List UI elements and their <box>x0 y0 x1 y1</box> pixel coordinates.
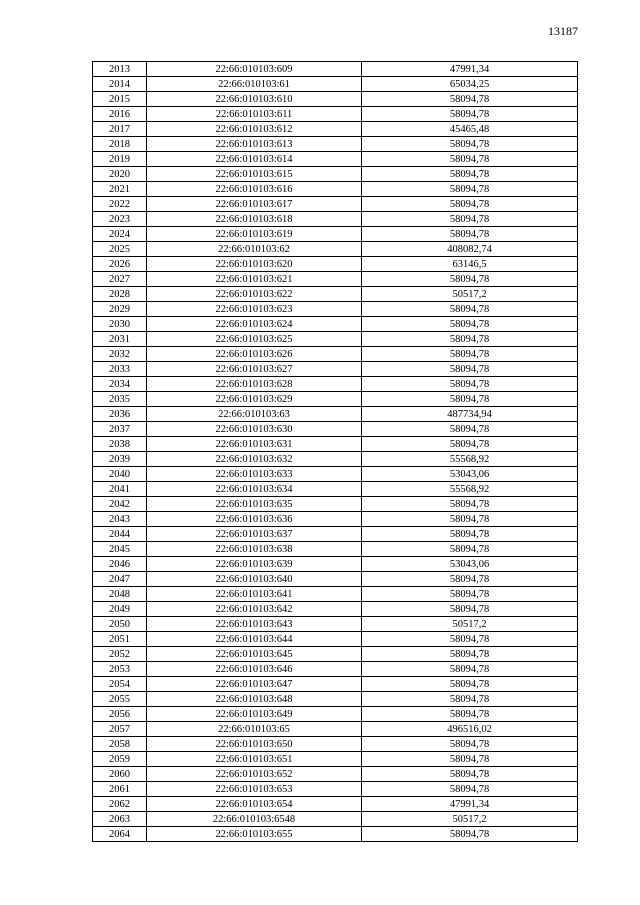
table-row <box>93 767 578 782</box>
cadastral-number-cell: 22:66:010103:629 <box>147 392 362 407</box>
row-number-cell: 2034 <box>93 377 147 392</box>
table-row <box>93 212 578 227</box>
table-row <box>93 407 578 422</box>
cadastral-number-cell: 22:66:010103:611 <box>147 107 362 122</box>
value-cell: 50517,2 <box>362 287 578 302</box>
row-number-cell: 2061 <box>93 782 147 797</box>
value-cell: 63146,5 <box>362 257 578 272</box>
value-cell: 58094,78 <box>362 692 578 707</box>
cadastral-number-cell: 22:66:010103:655 <box>147 827 362 842</box>
cadastral-number-cell: 22:66:010103:626 <box>147 347 362 362</box>
table-row <box>93 587 578 602</box>
cadastral-number-cell: 22:66:010103:627 <box>147 362 362 377</box>
cadastral-number-cell: 22:66:010103:624 <box>147 317 362 332</box>
cadastral-number-cell: 22:66:010103:638 <box>147 542 362 557</box>
value-cell: 58094,78 <box>362 392 578 407</box>
value-cell: 58094,78 <box>362 707 578 722</box>
table-row <box>93 617 578 632</box>
table-row <box>93 737 578 752</box>
cadastral-number-cell: 22:66:010103:649 <box>147 707 362 722</box>
row-number-cell: 2045 <box>93 542 147 557</box>
row-number-cell: 2044 <box>93 527 147 542</box>
table-row <box>93 152 578 167</box>
row-number-cell: 2020 <box>93 167 147 182</box>
table-row <box>93 557 578 572</box>
row-number-cell: 2051 <box>93 632 147 647</box>
table-row <box>93 182 578 197</box>
cadastral-number-cell: 22:66:010103:63 <box>147 407 362 422</box>
value-cell: 58094,78 <box>362 212 578 227</box>
table-row <box>93 722 578 737</box>
row-number-cell: 2060 <box>93 767 147 782</box>
table-row <box>93 392 578 407</box>
table-body <box>93 62 578 842</box>
value-cell: 58094,78 <box>362 632 578 647</box>
table-row <box>93 827 578 842</box>
cadastral-number-cell: 22:66:010103:62 <box>147 242 362 257</box>
row-number-cell: 2017 <box>93 122 147 137</box>
cadastral-number-cell: 22:66:010103:654 <box>147 797 362 812</box>
cadastral-number-cell: 22:66:010103:635 <box>147 497 362 512</box>
table-row <box>93 527 578 542</box>
row-number-cell: 2031 <box>93 332 147 347</box>
value-cell: 50517,2 <box>362 617 578 632</box>
table-row <box>93 467 578 482</box>
cadastral-number-cell: 22:66:010103:61 <box>147 77 362 92</box>
table-row <box>93 812 578 827</box>
row-number-cell: 2046 <box>93 557 147 572</box>
value-cell: 58094,78 <box>362 737 578 752</box>
cadastral-number-cell: 22:66:010103:617 <box>147 197 362 212</box>
value-cell: 58094,78 <box>362 677 578 692</box>
value-cell: 58094,78 <box>362 92 578 107</box>
cadastral-number-cell: 22:66:010103:646 <box>147 662 362 677</box>
page-number: 13187 <box>548 24 578 38</box>
table-row <box>93 482 578 497</box>
cadastral-number-cell: 22:66:010103:642 <box>147 602 362 617</box>
table-row <box>93 422 578 437</box>
cadastral-number-cell: 22:66:010103:653 <box>147 782 362 797</box>
cadastral-number-cell: 22:66:010103:644 <box>147 632 362 647</box>
value-cell: 58094,78 <box>362 662 578 677</box>
table-row <box>93 797 578 812</box>
value-cell: 58094,78 <box>362 542 578 557</box>
value-cell: 58094,78 <box>362 512 578 527</box>
table-row <box>93 512 578 527</box>
row-number-cell: 2054 <box>93 677 147 692</box>
row-number-cell: 2019 <box>93 152 147 167</box>
row-number-cell: 2016 <box>93 107 147 122</box>
row-number-cell: 2022 <box>93 197 147 212</box>
row-number-cell: 2021 <box>93 182 147 197</box>
row-number-cell: 2043 <box>93 512 147 527</box>
cadastral-number-cell: 22:66:010103:630 <box>147 422 362 437</box>
value-cell: 58094,78 <box>362 197 578 212</box>
table-row <box>93 452 578 467</box>
cadastral-number-cell: 22:66:010103:614 <box>147 152 362 167</box>
row-number-cell: 2015 <box>93 92 147 107</box>
row-number-cell: 2028 <box>93 287 147 302</box>
value-cell: 58094,78 <box>362 152 578 167</box>
value-cell: 58094,78 <box>362 527 578 542</box>
table-row <box>93 242 578 257</box>
cadastral-number-cell: 22:66:010103:623 <box>147 302 362 317</box>
value-cell: 58094,78 <box>362 767 578 782</box>
table-row <box>93 107 578 122</box>
row-number-cell: 2025 <box>93 242 147 257</box>
value-cell: 58094,78 <box>362 647 578 662</box>
row-number-cell: 2064 <box>93 827 147 842</box>
row-number-cell: 2029 <box>93 302 147 317</box>
table-row <box>93 287 578 302</box>
cadastral-number-cell: 22:66:010103:621 <box>147 272 362 287</box>
table-row <box>93 752 578 767</box>
table-row <box>93 122 578 137</box>
cadastral-number-cell: 22:66:010103:620 <box>147 257 362 272</box>
row-number-cell: 2057 <box>93 722 147 737</box>
value-cell: 45465,48 <box>362 122 578 137</box>
row-number-cell: 2014 <box>93 77 147 92</box>
value-cell: 58094,78 <box>362 827 578 842</box>
value-cell: 50517,2 <box>362 812 578 827</box>
row-number-cell: 2013 <box>93 62 147 77</box>
row-number-cell: 2040 <box>93 467 147 482</box>
value-cell: 58094,78 <box>362 302 578 317</box>
row-number-cell: 2032 <box>93 347 147 362</box>
value-cell: 58094,78 <box>362 107 578 122</box>
cadastral-number-cell: 22:66:010103:628 <box>147 377 362 392</box>
row-number-cell: 2056 <box>93 707 147 722</box>
value-cell: 408082,74 <box>362 242 578 257</box>
row-number-cell: 2052 <box>93 647 147 662</box>
table-row <box>93 317 578 332</box>
cadastral-number-cell: 22:66:010103:612 <box>147 122 362 137</box>
cadastral-number-cell: 22:66:010103:639 <box>147 557 362 572</box>
cadastral-number-cell: 22:66:010103:622 <box>147 287 362 302</box>
cadastral-number-cell: 22:66:010103:631 <box>147 437 362 452</box>
table-row <box>93 197 578 212</box>
value-cell: 58094,78 <box>362 272 578 287</box>
cadastral-number-cell: 22:66:010103:636 <box>147 512 362 527</box>
table-row <box>93 782 578 797</box>
row-number-cell: 2062 <box>93 797 147 812</box>
cadastral-number-cell: 22:66:010103:633 <box>147 467 362 482</box>
value-cell: 58094,78 <box>362 137 578 152</box>
cadastral-number-cell: 22:66:010103:645 <box>147 647 362 662</box>
cadastral-number-cell: 22:66:010103:640 <box>147 572 362 587</box>
row-number-cell: 2030 <box>93 317 147 332</box>
row-number-cell: 2063 <box>93 812 147 827</box>
table-row <box>93 707 578 722</box>
cadastral-number-cell: 22:66:010103:647 <box>147 677 362 692</box>
value-cell: 58094,78 <box>362 317 578 332</box>
table-row <box>93 632 578 647</box>
row-number-cell: 2055 <box>93 692 147 707</box>
value-cell: 53043,06 <box>362 557 578 572</box>
value-cell: 58094,78 <box>362 752 578 767</box>
cadastral-number-cell: 22:66:010103:618 <box>147 212 362 227</box>
row-number-cell: 2026 <box>93 257 147 272</box>
table-row <box>93 497 578 512</box>
cadastral-number-cell: 22:66:010103:615 <box>147 167 362 182</box>
value-cell: 55568,92 <box>362 452 578 467</box>
value-cell: 58094,78 <box>362 362 578 377</box>
value-cell: 58094,78 <box>362 437 578 452</box>
value-cell: 65034,25 <box>362 77 578 92</box>
cadastral-number-cell: 22:66:010103:651 <box>147 752 362 767</box>
table-row <box>93 62 578 77</box>
row-number-cell: 2024 <box>93 227 147 242</box>
table-row <box>93 692 578 707</box>
cadastral-number-cell: 22:66:010103:648 <box>147 692 362 707</box>
row-number-cell: 2037 <box>93 422 147 437</box>
cadastral-number-cell: 22:66:010103:610 <box>147 92 362 107</box>
table-row <box>93 92 578 107</box>
table-row <box>93 647 578 662</box>
value-cell: 58094,78 <box>362 602 578 617</box>
row-number-cell: 2036 <box>93 407 147 422</box>
cadastral-number-cell: 22:66:010103:6548 <box>147 812 362 827</box>
row-number-cell: 2042 <box>93 497 147 512</box>
value-cell: 496516,02 <box>362 722 578 737</box>
cadastral-number-cell: 22:66:010103:650 <box>147 737 362 752</box>
value-cell: 58094,78 <box>362 422 578 437</box>
cadastral-number-cell: 22:66:010103:652 <box>147 767 362 782</box>
cadastral-number-cell: 22:66:010103:619 <box>147 227 362 242</box>
value-cell: 58094,78 <box>362 227 578 242</box>
row-number-cell: 2041 <box>93 482 147 497</box>
table-row <box>93 167 578 182</box>
row-number-cell: 2038 <box>93 437 147 452</box>
table-row <box>93 542 578 557</box>
table-row <box>93 347 578 362</box>
cadastral-number-cell: 22:66:010103:65 <box>147 722 362 737</box>
row-number-cell: 2059 <box>93 752 147 767</box>
table-row <box>93 602 578 617</box>
row-number-cell: 2050 <box>93 617 147 632</box>
table-row <box>93 272 578 287</box>
cadastral-number-cell: 22:66:010103:616 <box>147 182 362 197</box>
cadastral-value-table <box>92 61 578 842</box>
row-number-cell: 2027 <box>93 272 147 287</box>
value-cell: 58094,78 <box>362 167 578 182</box>
cadastral-number-cell: 22:66:010103:641 <box>147 587 362 602</box>
cadastral-number-cell: 22:66:010103:634 <box>147 482 362 497</box>
table-row <box>93 227 578 242</box>
row-number-cell: 2018 <box>93 137 147 152</box>
table-row <box>93 677 578 692</box>
row-number-cell: 2047 <box>93 572 147 587</box>
value-cell: 58094,78 <box>362 782 578 797</box>
row-number-cell: 2049 <box>93 602 147 617</box>
table-row <box>93 377 578 392</box>
table-row <box>93 362 578 377</box>
value-cell: 58094,78 <box>362 497 578 512</box>
value-cell: 58094,78 <box>362 332 578 347</box>
row-number-cell: 2048 <box>93 587 147 602</box>
value-cell: 58094,78 <box>362 587 578 602</box>
cadastral-number-cell: 22:66:010103:632 <box>147 452 362 467</box>
table-row <box>93 302 578 317</box>
value-cell: 487734,94 <box>362 407 578 422</box>
row-number-cell: 2058 <box>93 737 147 752</box>
cadastral-number-cell: 22:66:010103:613 <box>147 137 362 152</box>
row-number-cell: 2039 <box>93 452 147 467</box>
cadastral-number-cell: 22:66:010103:637 <box>147 527 362 542</box>
value-cell: 53043,06 <box>362 467 578 482</box>
table-row <box>93 77 578 92</box>
table-row <box>93 257 578 272</box>
value-cell: 47991,34 <box>362 797 578 812</box>
row-number-cell: 2033 <box>93 362 147 377</box>
value-cell: 58094,78 <box>362 572 578 587</box>
cadastral-number-cell: 22:66:010103:609 <box>147 62 362 77</box>
value-cell: 58094,78 <box>362 347 578 362</box>
value-cell: 58094,78 <box>362 182 578 197</box>
row-number-cell: 2035 <box>93 392 147 407</box>
value-cell: 47991,34 <box>362 62 578 77</box>
table-row <box>93 437 578 452</box>
cadastral-number-cell: 22:66:010103:625 <box>147 332 362 347</box>
row-number-cell: 2053 <box>93 662 147 677</box>
table-row <box>93 137 578 152</box>
row-number-cell: 2023 <box>93 212 147 227</box>
table-row <box>93 332 578 347</box>
table-row <box>93 662 578 677</box>
cadastral-number-cell: 22:66:010103:643 <box>147 617 362 632</box>
table-row <box>93 572 578 587</box>
value-cell: 55568,92 <box>362 482 578 497</box>
value-cell: 58094,78 <box>362 377 578 392</box>
